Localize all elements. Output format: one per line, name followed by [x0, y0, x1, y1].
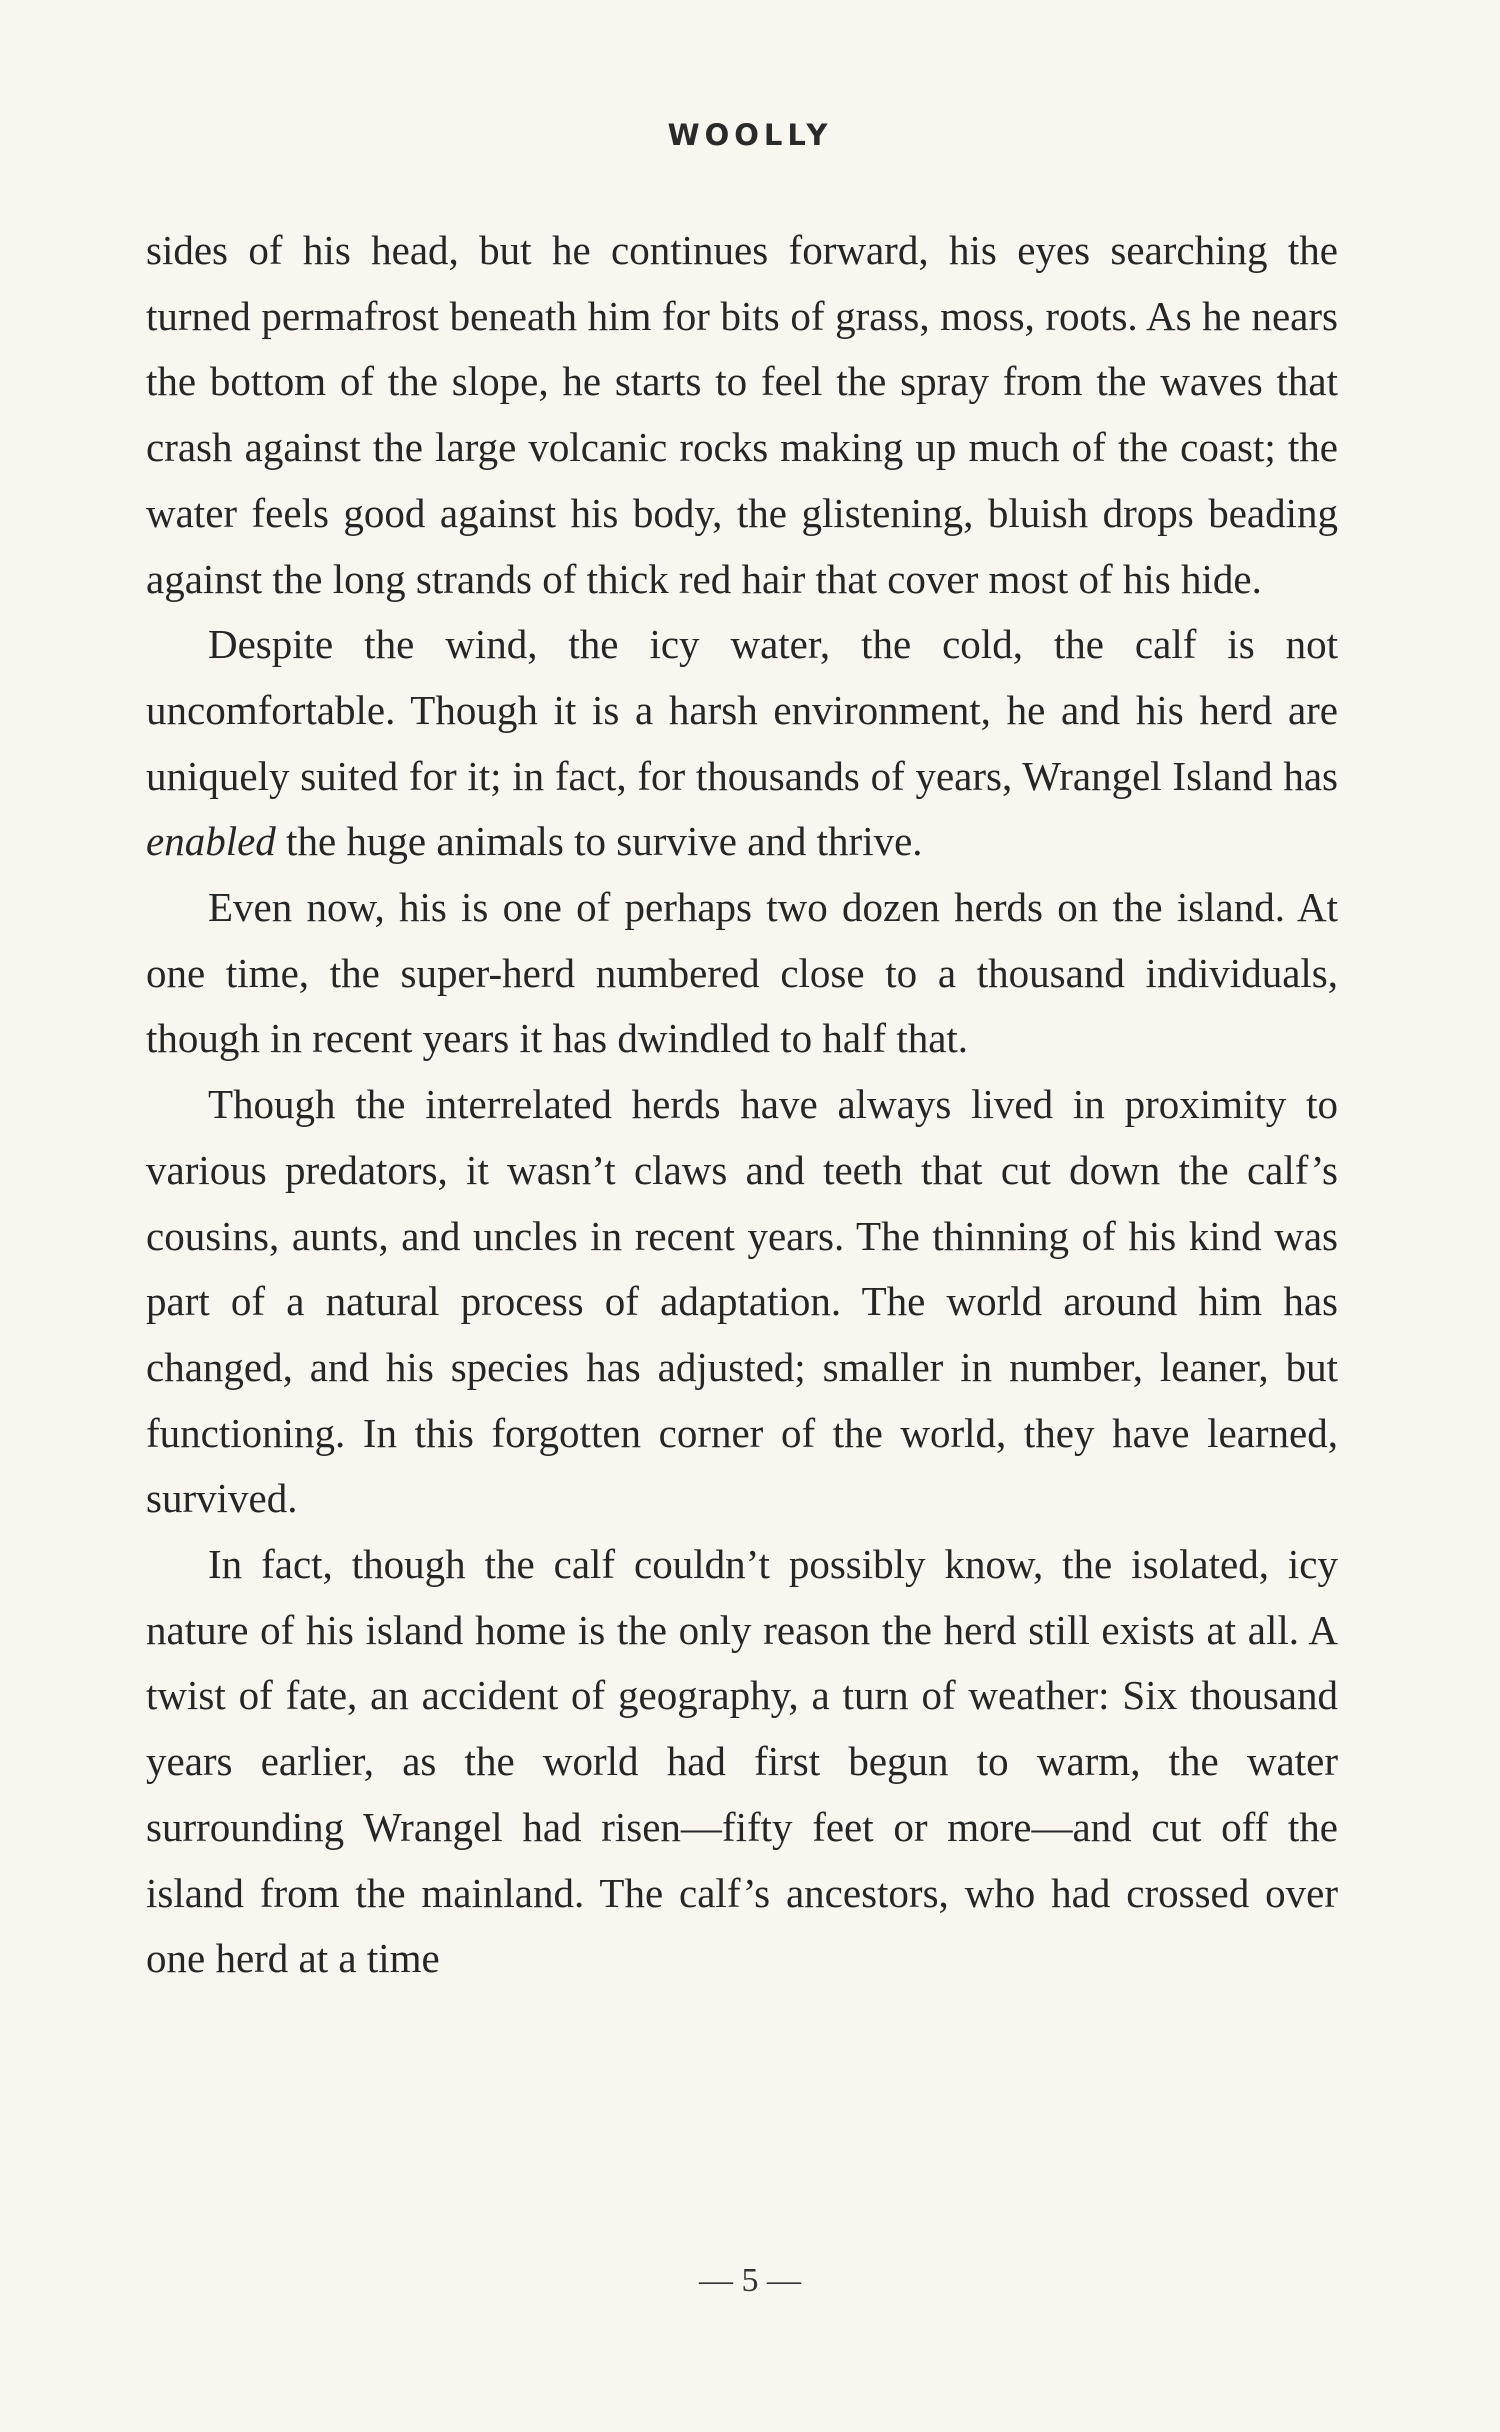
body-text: [146, 218, 1338, 1992]
emphasis-enabled: enabled: [146, 818, 276, 865]
paragraph-2: Despite the wind, the icy water, the cold, the calf is not uncomfortable. Though it is a harsh environment, he and his herd are uniquely suited for it; in fact, for thousands of years, Wrangel Island has enabled the huge animals to survive and thrive.: [146, 621, 1338, 865]
paragraph-5: In fact, though the calf couldn’t possibly know, the isolated, icy nature of his island home is the only reason the herd still exists at all. A twist of fate, an accident of geography, a turn of weather: Six thousand years earlier, as the world had first begun to warm, the water surrounding Wrangel had risen—fifty feet or more—and cut off the island from the mainland. The calf’s ancestors, who had crossed over one herd at a time: [146, 1541, 1338, 1982]
page-number: — 5 —: [699, 2262, 801, 2299]
paragraph-4: Though the interrelated herds have always lived in proximity to various predators, it wasn’t claws and teeth that cut down the calf’s cousins, aunts, and uncles in recent years. The thinning of his kind was part of a natural process of adaptation. The world around him has changed, and his species has adjusted; smaller in number, leaner, but functioning. In this forgotten corner of the world, they have learned, survived.: [146, 1081, 1338, 1522]
running-head: WOOLLY: [667, 118, 833, 152]
paragraph-1: sides of his head, but he continues forward, his eyes searching the turned permafrost beneath him for bits of grass, moss, roots. As he nears the bottom of the slope, he starts to feel the spray from the waves that crash against the large volcanic rocks making up much of the coast; the water feels good against his body, the glistening, bluish drops beading against the long strands of thick red hair that cover most of his hide.: [146, 227, 1338, 602]
paragraph-3: Even now, his is one of perhaps two dozen herds on the island. At one time, the super-herd numbered close to a thousand individuals, though in recent years it has dwindled to half that.: [146, 884, 1338, 1062]
